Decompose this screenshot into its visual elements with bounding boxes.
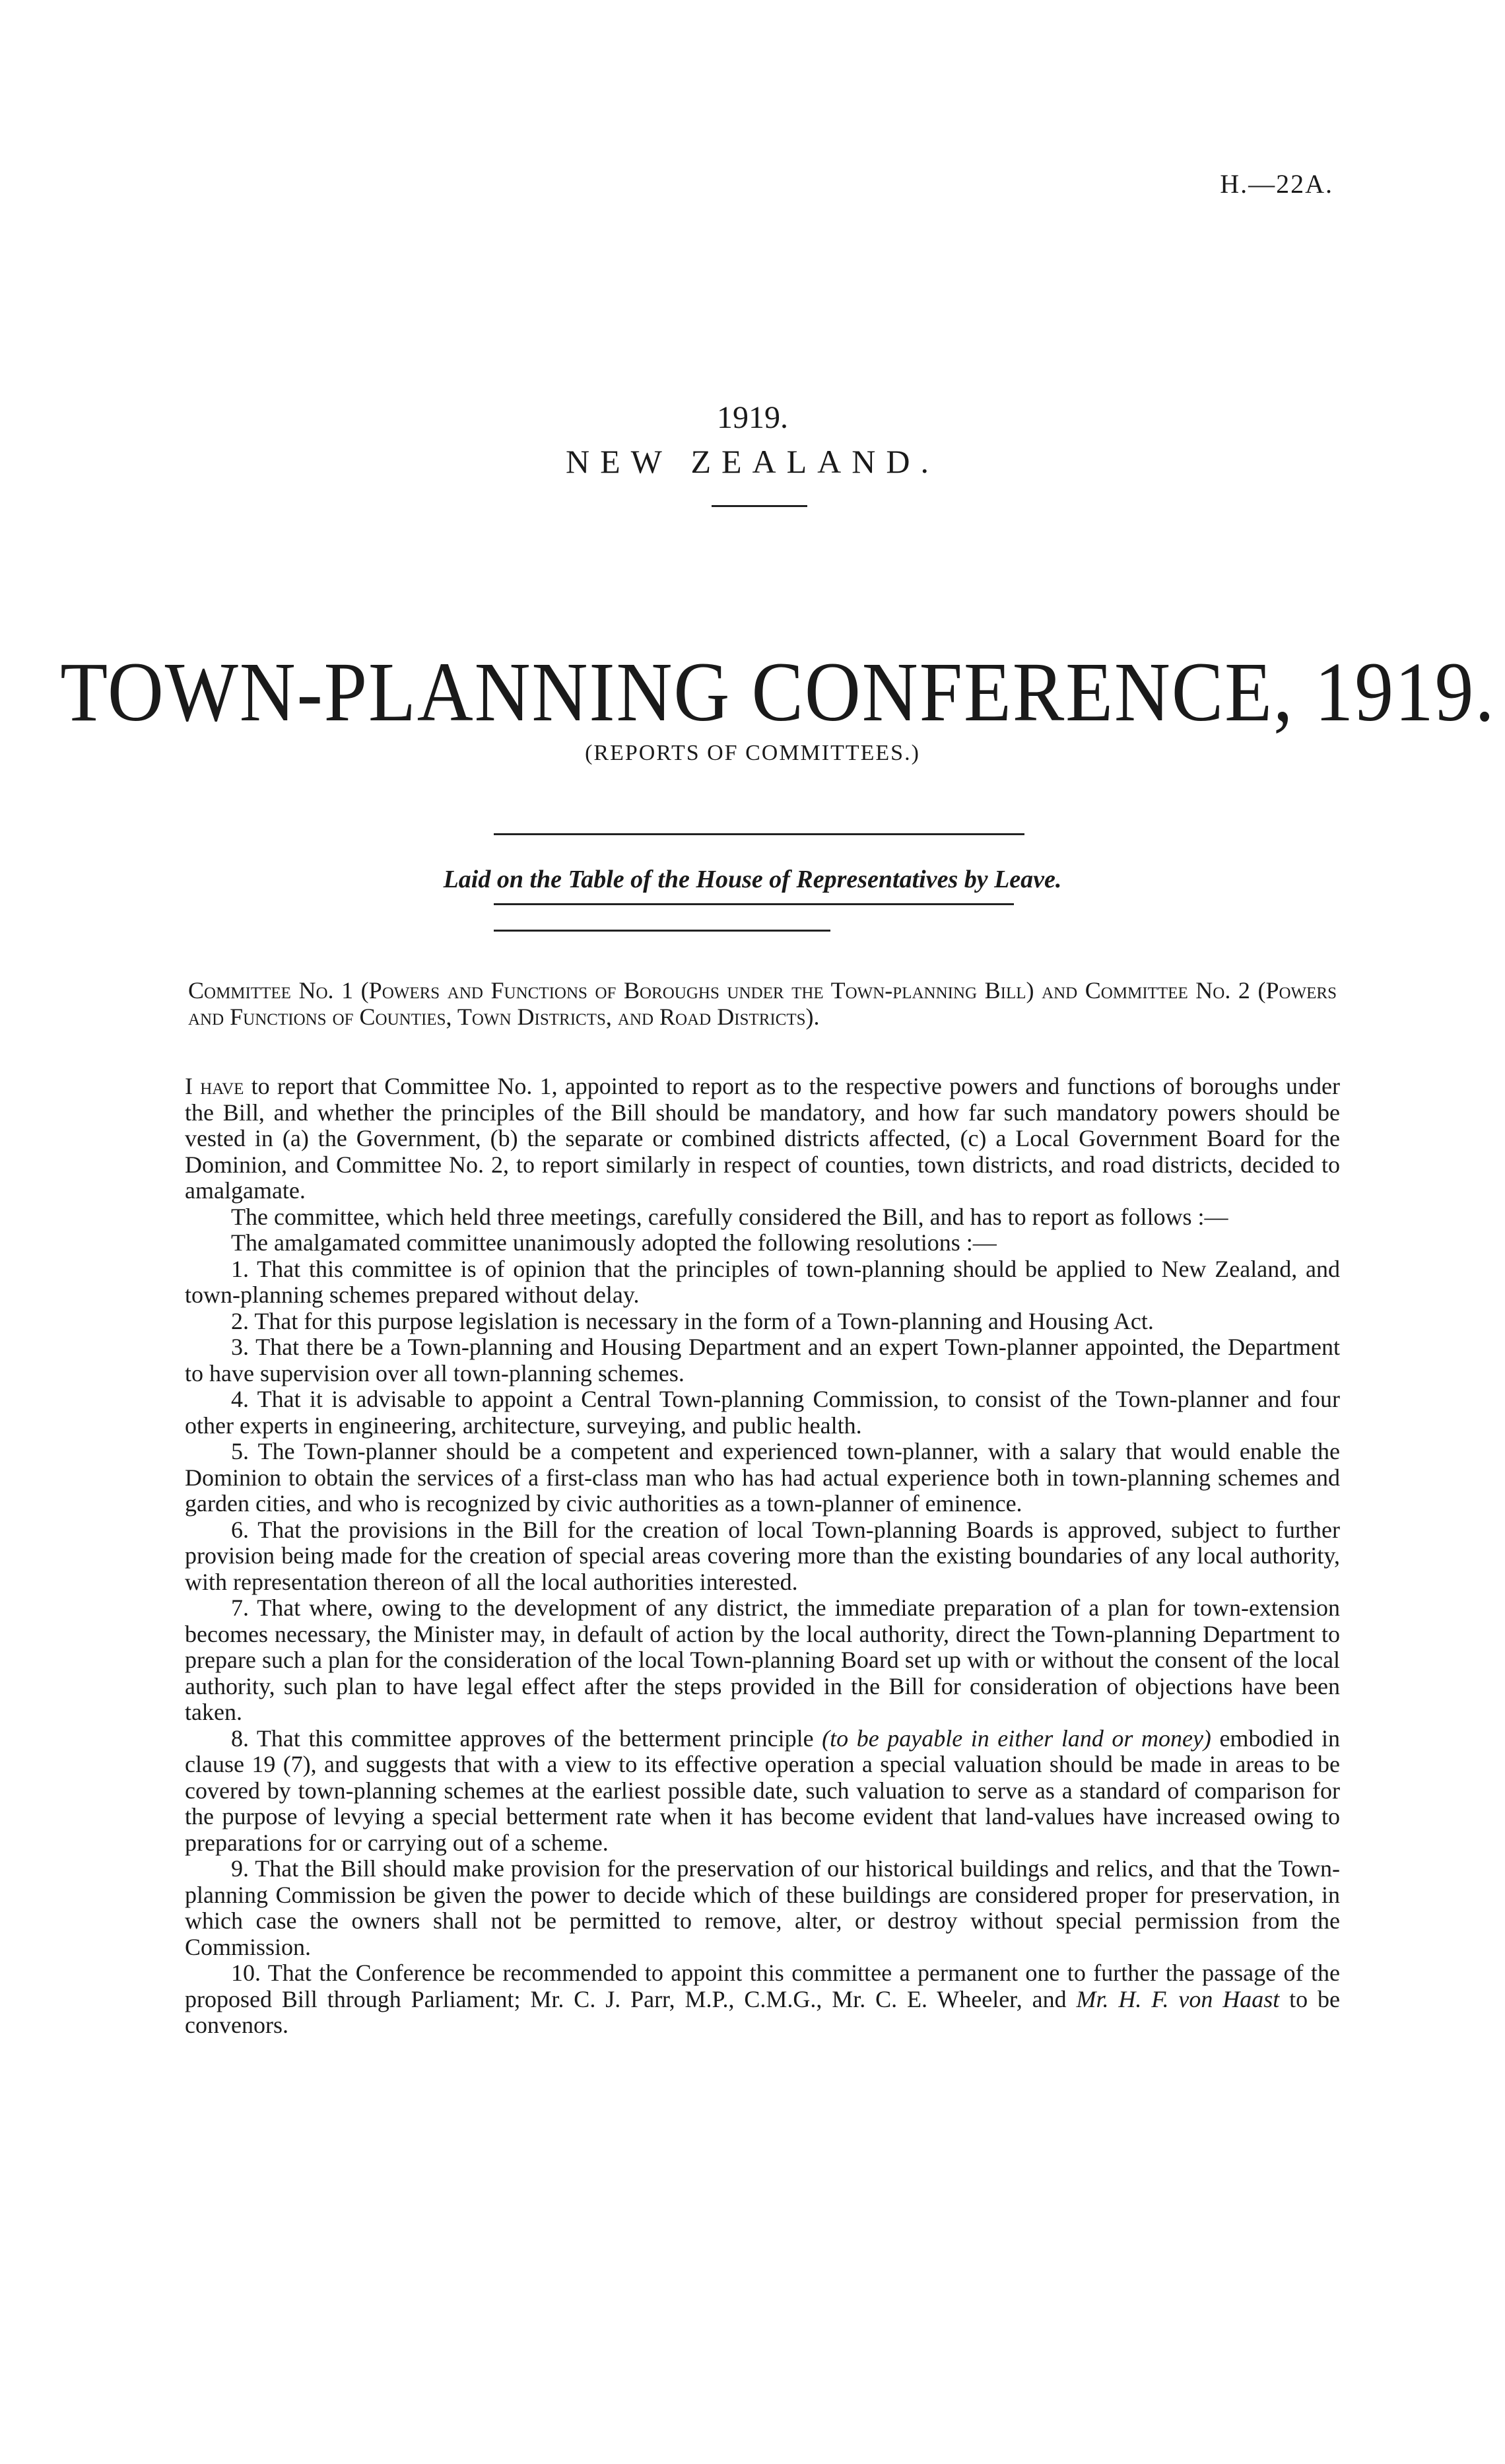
divider-short <box>712 505 807 507</box>
resolution-8-end: embodied in clause 19 (7), and suggests that with a view to its effective operation a special valuation should be made in areas to be covered by town-planning schemes at the earliest possible date, such valuation to serve as a standard of comparison for the purpose of levying a special betterment rate when it has become evident that land-values have increased owing to preparations for or carrying out of a scheme. <box>185 1725 1341 1856</box>
resolutions-intro: The amalgamated committee unanimously adopted the following resolutions :— <box>231 1229 997 1256</box>
resolution-8-start: 8. That this committee approves of the betterment principle <box>231 1725 814 1752</box>
document-subtitle: (REPORTS OF COMMITTEES.) <box>585 741 920 765</box>
resolution-10-italic: Mr. H. F. von Haast <box>1076 1985 1280 2012</box>
intro-text: to report that Committee No. 1, appointed to report as to the respective powers and functions of boroughs under the Bill, and whether the principles of the Bill should be mandatory, and how far such mandatory powers should be vested in (a) the Government, (b) the separate or combined districts affected, (c) a Local Government Board for the Dominion, and Committee No. 2, to report similarly in respect of counties, town districts, and road districts, decided to amalgamate. <box>185 1073 1341 1204</box>
resolution-3: 3. That there be a Town-planning and Housing Department and an expert Town-planner appointed, the Department to have supervision over all town-planning schemes. <box>185 1334 1340 1386</box>
resolution-10-end: to be convenors. <box>185 1985 1341 2038</box>
year-line: 1919. <box>717 400 788 435</box>
resolution-4: 4. That it is advisable to appoint a Central Town-planning Commission, to consist of the Town-planner and four other experts in engineering, architecture, surveying, and public health. <box>185 1386 1340 1439</box>
divider-upper <box>494 833 1024 835</box>
page-reference: H.—22A. <box>1220 169 1333 199</box>
laid-on-table-note: Laid on the Table of the House of Representatives by Leave. <box>443 866 1062 893</box>
resolution-10-start: 10. That the Conference be recommended to appoint this committee a permanent one to further the passage of the proposed Bill through Parliament; Mr. C. J. Parr, M.P., C.M.G., Mr. C. E. Wheeler, and <box>185 1960 1340 2012</box>
intro-paragraph <box>185 1074 1340 1204</box>
resolution-10 <box>185 1960 1340 2039</box>
resolution-6: 6. That the provisions in the Bill for the creation of local Town-planning Boards is approved, subject to further provision being made for the creation of special areas covering more than the existing boundaries of any local authority, with representation thereon of all the local authorities interested. <box>185 1516 1340 1595</box>
resolution-1: 1. That this committee is of opinion that the principles of town-planning should be applied to New Zealand, and town-planning schemes prepared without delay. <box>185 1255 1340 1308</box>
resolution-8 <box>185 1726 1340 1857</box>
resolution-8-italic: (to be payable in either land or money) <box>822 1725 1211 1752</box>
divider-middle <box>494 903 1014 905</box>
resolution-9: 9. That the Bill should make provision for the preservation of our historical buildings and relics, and that the Town-planning Commission be given the power to decide which of these buildings are considered proper for preservation, in which case the owners shall not be permitted to remove, alter, or destroy without special permission from the Commission. <box>185 1855 1340 1960</box>
resolution-2: 2. That for this purpose legislation is necessary in the form of a Town-planning and Housing Act. <box>231 1307 1154 1334</box>
country-line: NEW ZEALAND. <box>566 443 939 480</box>
committee-meetings-paragraph: The committee, which held three meetings, carefully considered the Bill, and has to report as follows :— <box>231 1203 1228 1230</box>
resolution-5: 5. The Town-planner should be a competent and experienced town-planner, with a salary that would enable the Dominion to obtain the services of a first-class man who has had actual experience both in town-planning schemes and garden cities, and who is recognized by civic authorities as a town-planner of eminence. <box>185 1438 1340 1517</box>
intro-lead: I have <box>185 1073 244 1099</box>
report-body <box>185 1074 1340 2039</box>
resolution-7: 7. That where, owing to the development of any district, the immediate preparation of a plan for town-extension becomes necessary, the Minister may, in default of action by the local authority, direct the Town-planning Department to prepare such a plan for the consideration of the local Town-planning Board set up with or without the consent of the local authority, such plan to have legal effect after the steps provided in the Bill for consideration of objections have been taken. <box>185 1594 1340 1725</box>
document-title: TOWN-PLANNING CONFERENCE, 1919. <box>60 645 1496 739</box>
committee-heading: Committee No. 1 (Powers and Functions of Boroughs under the Town-planning Bill) and Committee No. 2 (Powers and Functions of Counties, Town Districts, and Road Districts). <box>188 977 1337 1030</box>
divider-lower <box>494 930 830 932</box>
